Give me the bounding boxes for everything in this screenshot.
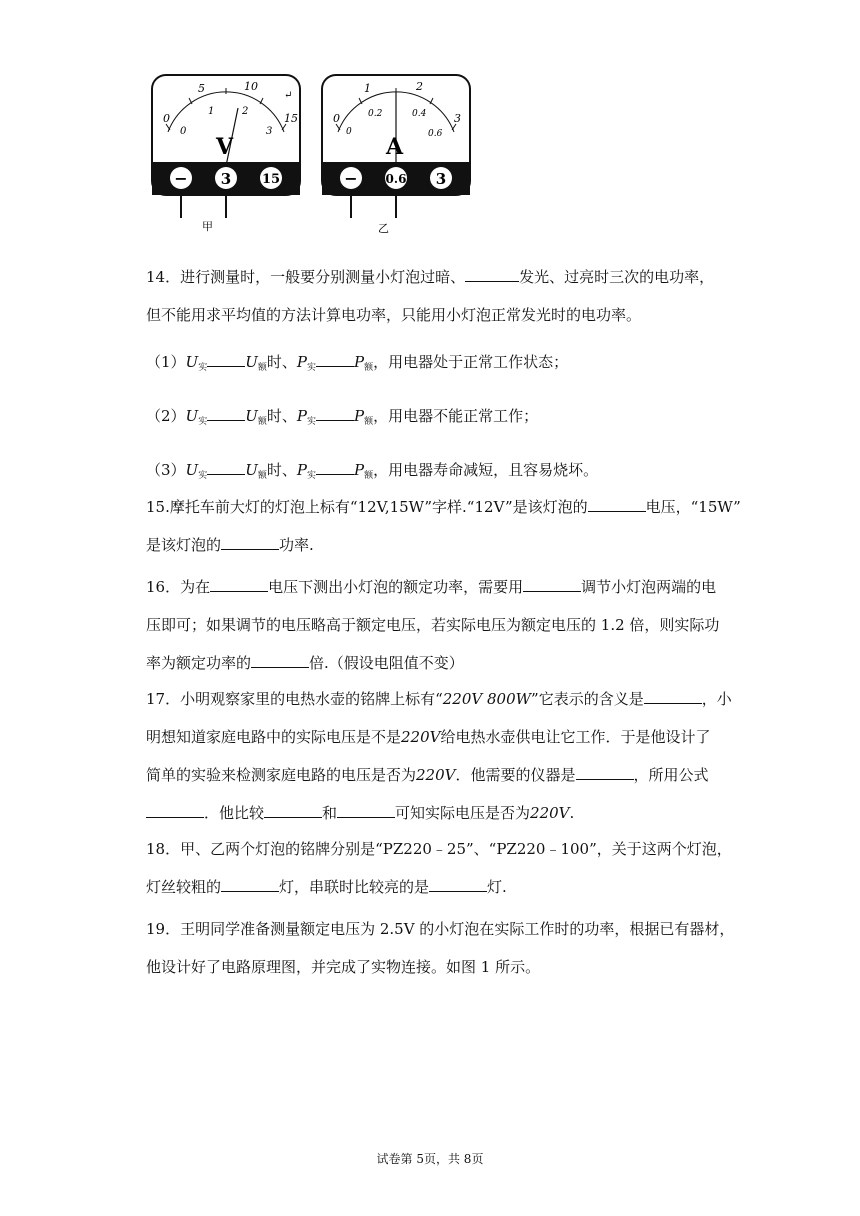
answer-blank[interactable] <box>146 799 204 818</box>
answer-blank[interactable] <box>210 573 268 592</box>
answer-blank[interactable] <box>221 873 279 892</box>
volt-inner-0: 0 <box>180 126 187 137</box>
answer-blank[interactable] <box>337 799 395 818</box>
ammeter-diagram <box>316 70 476 235</box>
answer-blank[interactable] <box>429 873 487 892</box>
amp-outer-2: 2 <box>416 80 423 93</box>
question-17 <box>146 680 730 832</box>
amp-term-label-06: 0.6 <box>385 172 407 186</box>
volt-outer-5: 5 <box>198 82 205 95</box>
question-19 <box>146 910 735 986</box>
q18-line-2: 灯丝较粗的 灯，串联时比较亮的是 灯. <box>146 868 730 906</box>
answer-blank[interactable] <box>316 456 354 475</box>
q17-line-1: 17．小明观察家里的电热水壶的铭牌上标有“220V 800W”它表示的含义是 ，小 <box>146 680 730 718</box>
amp-symbol: A <box>386 134 404 160</box>
q17-line-4: ．他比较 和 可知实际电压是否为220V. <box>146 794 730 832</box>
q14-line-2: 但不能用求平均值的方法计算电功率，只能用小灯泡正常发光时的电功率。 <box>146 306 642 324</box>
amp-caption: 乙 <box>378 222 389 235</box>
q19-line-1: 19．王明同学准备测量额定电压为 2.5V 的小灯泡在实际工作时的功率，根据已有器材， <box>146 920 735 938</box>
q14-item-2: $(2)U_实$ $U_额$时、$P_实$ $P_额$，用电器不能正常工作； <box>146 392 730 446</box>
meter-figure <box>146 70 476 240</box>
answer-blank[interactable] <box>207 348 245 367</box>
answer-blank[interactable] <box>251 649 309 668</box>
answer-blank[interactable] <box>221 531 279 550</box>
q15-line-2: 是该灯泡的 功率. <box>146 526 730 564</box>
q17-line-2: 明想知道家庭电路中的实际电压是不是220V给电热水壶供电让它工作．于是他设计了 <box>146 728 711 746</box>
question-16 <box>146 568 730 682</box>
volt-caption: 甲 <box>202 220 213 233</box>
answer-blank[interactable] <box>588 493 646 512</box>
volt-inner-1: 1 <box>208 106 215 117</box>
answer-blank[interactable] <box>207 402 245 421</box>
amp-inner-02: 0.2 <box>368 109 383 119</box>
volt-term-label-neg: − <box>174 169 188 188</box>
volt-symbol: V <box>216 134 234 160</box>
q16-line-2: 压即可；如果调节的电压略高于额定电压，若实际电压为额定电压的 1.2 倍，则实际功 <box>146 616 720 634</box>
answer-blank[interactable] <box>207 456 245 475</box>
amp-term-label-neg: − <box>344 169 358 188</box>
voltmeter-diagram <box>146 70 306 235</box>
answer-blank[interactable] <box>644 685 702 704</box>
amp-inner-0: 0 <box>346 127 352 137</box>
answer-blank[interactable] <box>523 573 581 592</box>
question-18 <box>146 830 730 906</box>
question-14-items <box>146 338 730 500</box>
page-footer: 试卷第 5页，共 8页 <box>376 1152 484 1166</box>
q16-line-3: 率为额定功率的 倍.（假设电阻值不变） <box>146 644 730 682</box>
volt-outer-15: 15 <box>284 112 298 125</box>
q14-item-3: $(3)U_实$ $U_额$时、$P_实$ $P_额$，用电器寿命减短，且容易烧坏。 <box>146 446 730 500</box>
return-mark: ↵ <box>284 90 293 101</box>
volt-inner-3: 3 <box>266 126 273 137</box>
answer-blank[interactable] <box>576 761 634 780</box>
amp-term-label-3: 3 <box>435 170 447 188</box>
amp-outer-0: 0 <box>333 112 340 125</box>
q16-line-1: 16．为在 电压下测出小灯泡的额定功率，需要用 调节小灯泡两端的电 <box>146 568 730 606</box>
volt-term-label-3: 3 <box>220 170 232 188</box>
answer-blank[interactable] <box>465 263 519 282</box>
q18-line-1: 18．甲、乙两个灯泡的铭牌分别是“PZ220﹣25”、“PZ220﹣100”，关于这两个灯泡， <box>146 840 732 858</box>
amp-inner-06: 0.6 <box>428 129 443 139</box>
volt-outer-10: 10 <box>244 80 258 93</box>
q17-line-3: 简单的实验来检测家庭电路的电压是否为220V．他需要的仪器是 ，所用公式 <box>146 756 730 794</box>
volt-term-label-15: 15 <box>261 172 281 187</box>
q14-line-1: 14．进行测量时，一般要分别测量小灯泡过暗、 发光、过亮时三次的电功率， <box>146 258 730 296</box>
question-14 <box>146 258 730 334</box>
volt-inner-2: 2 <box>242 106 249 117</box>
amp-outer-1: 1 <box>364 82 371 95</box>
amp-inner-04: 0.4 <box>412 109 427 119</box>
answer-blank[interactable] <box>316 402 354 421</box>
q14-item-1: $(1)U_实$ $U_额$时、$P_实$ $P_额$，用电器处于正常工作状态； <box>146 338 730 392</box>
answer-blank[interactable] <box>316 348 354 367</box>
question-15 <box>146 488 741 564</box>
q19-line-2: 他设计好了电路原理图，并完成了实物连接。如图 1 所示。 <box>146 958 541 976</box>
amp-outer-3: 3 <box>454 112 461 125</box>
answer-blank[interactable] <box>264 799 322 818</box>
volt-outer-0: 0 <box>163 112 170 125</box>
q15-line-1: 15.摩托车前大灯的灯泡上标有“12V,15W”字样.“12V”是该灯泡的 电压，“15W” <box>146 488 730 526</box>
